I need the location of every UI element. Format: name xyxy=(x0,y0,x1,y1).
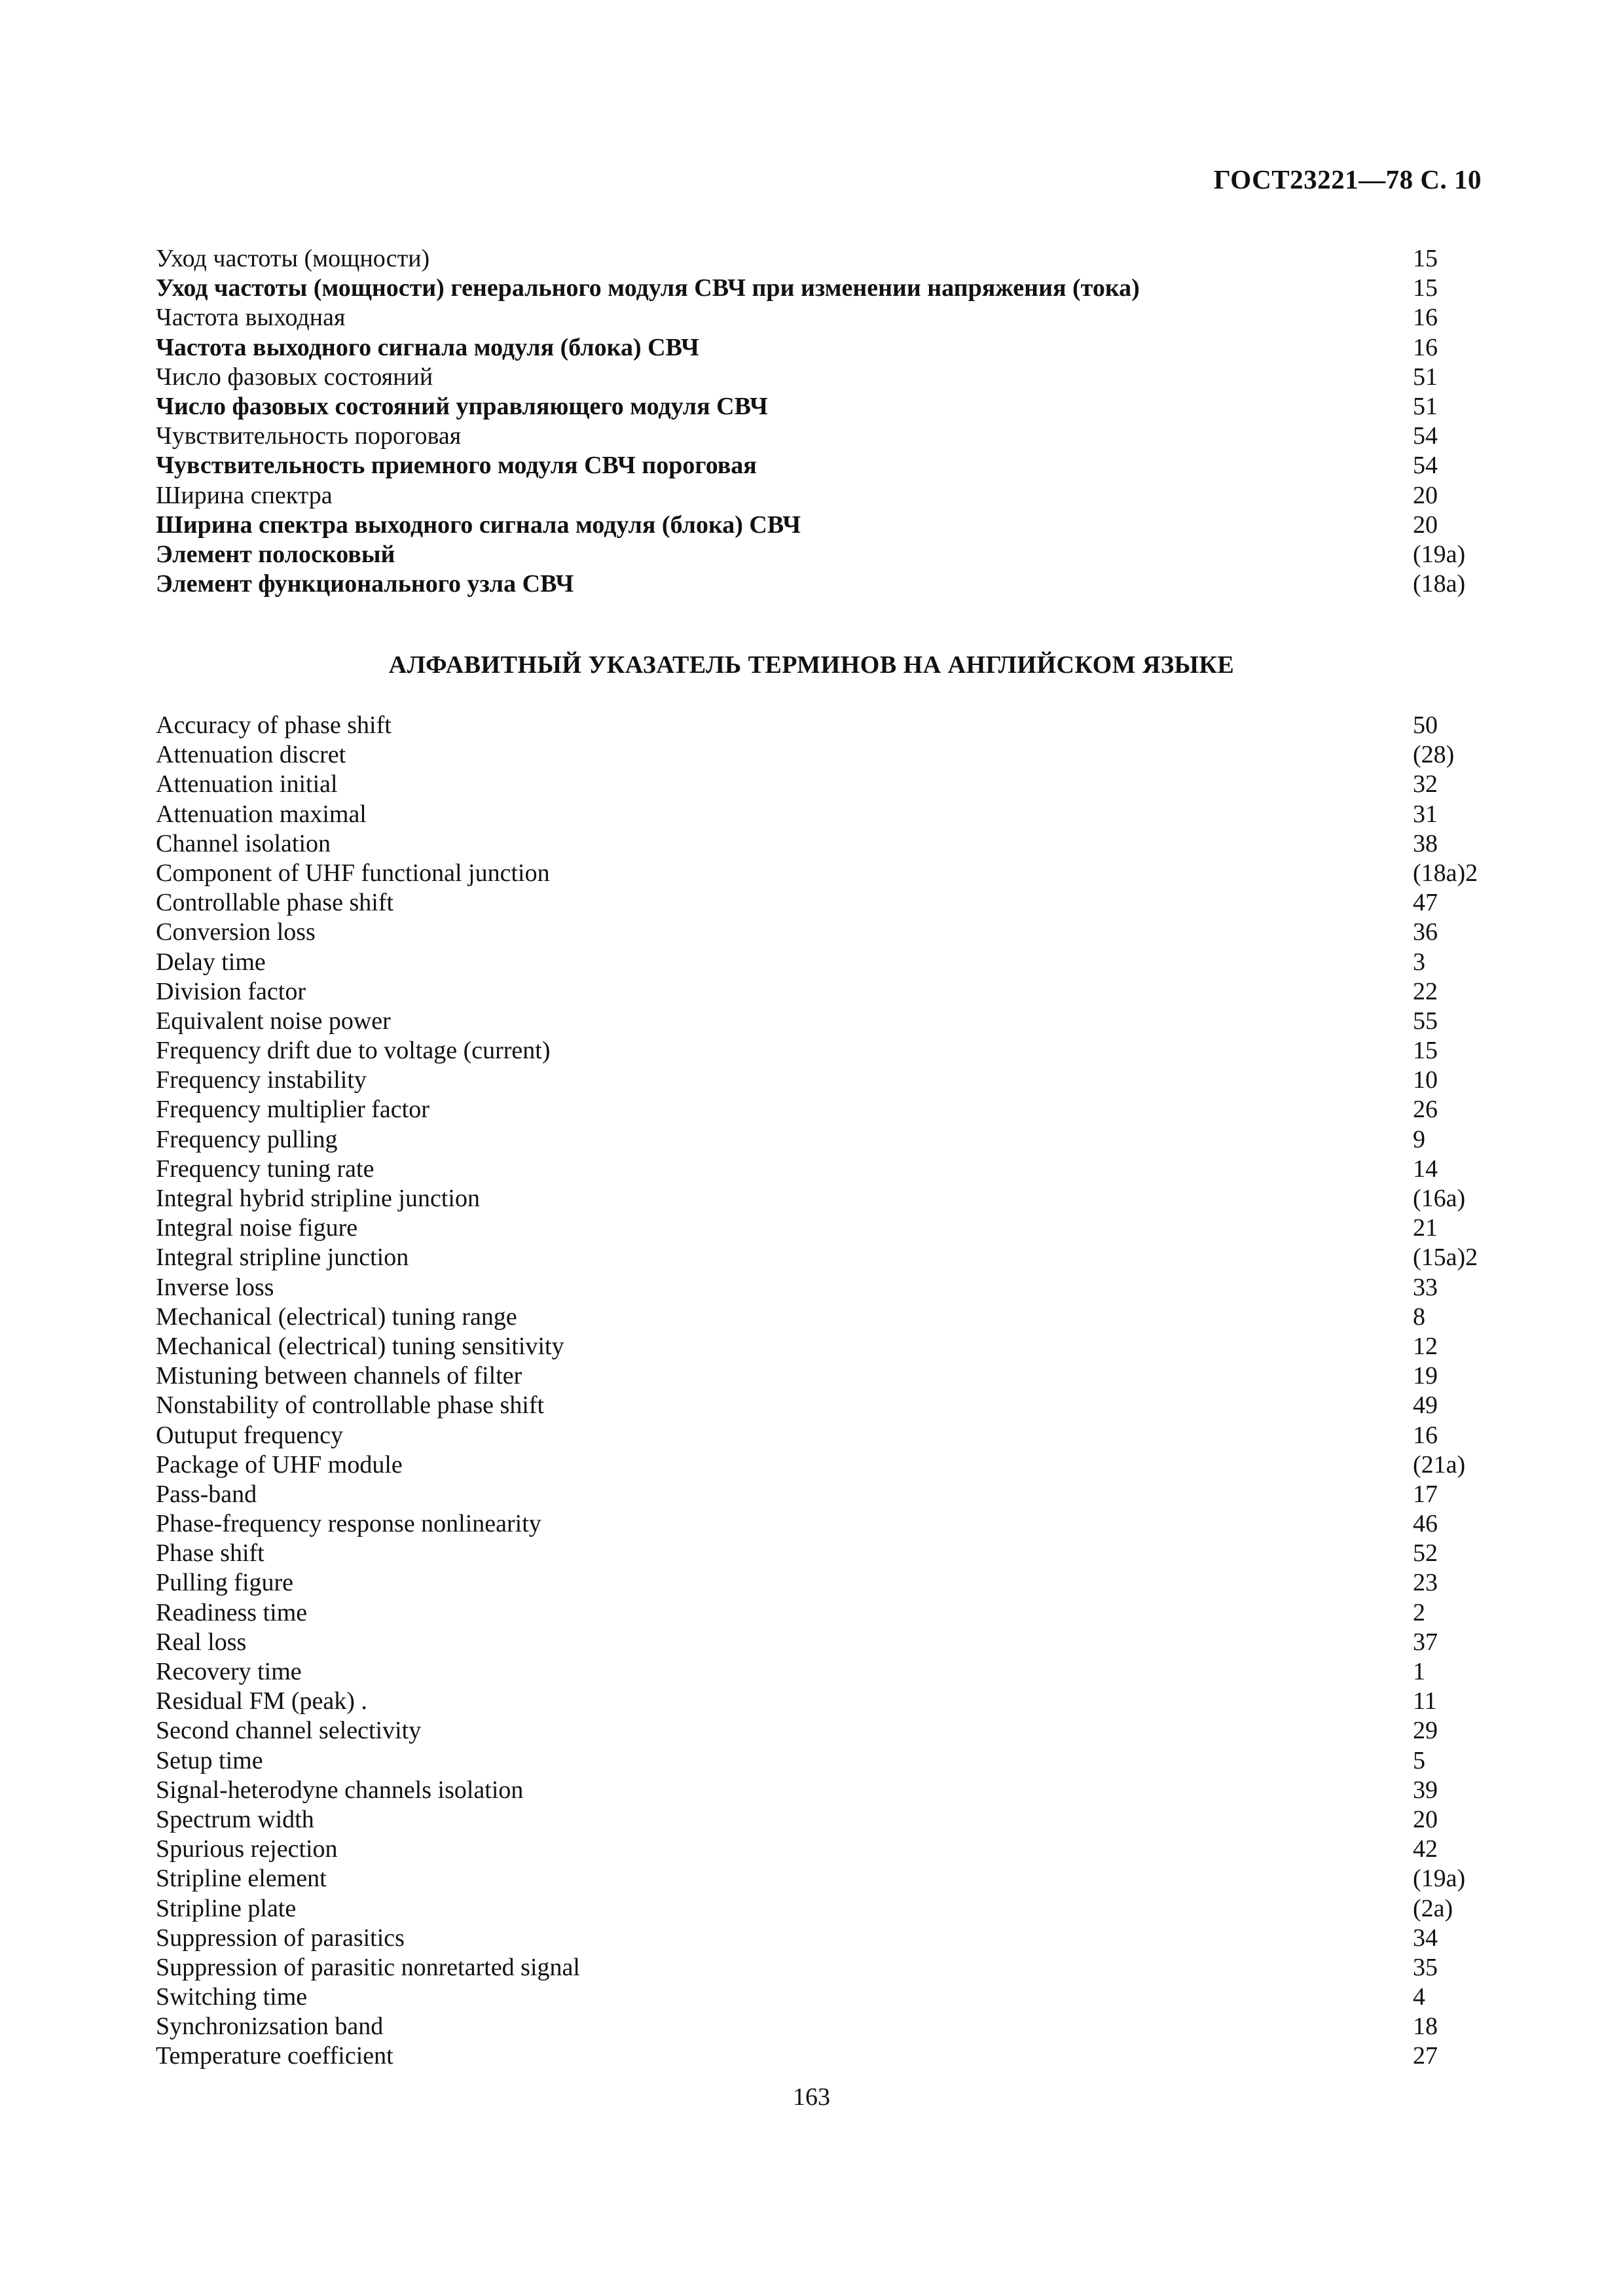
index-reference: 38 xyxy=(1413,829,1438,857)
index-reference: 15 xyxy=(1413,274,1438,302)
index-reference: 15 xyxy=(1413,1037,1438,1065)
index-entry xyxy=(156,363,1485,392)
index-entry xyxy=(156,1657,1485,1687)
index-entry xyxy=(156,1066,1485,1095)
index-reference: 17 xyxy=(1413,1480,1438,1508)
index-entry xyxy=(156,1864,1485,1893)
index-entry xyxy=(156,303,1485,332)
index-reference: (21a) xyxy=(1413,1450,1466,1479)
index-term: Уход частоты (мощности) xyxy=(156,245,430,272)
index-entry xyxy=(156,859,1485,888)
index-entry xyxy=(156,569,1485,599)
page-number: 163 xyxy=(793,2083,830,2111)
index-term: Phase-frequency response nonlinearity xyxy=(156,1510,541,1538)
index-term: Component of UHF functional junction xyxy=(156,859,550,887)
index-reference: 8 xyxy=(1413,1302,1425,1331)
index-term: Число фазовых состояний xyxy=(156,363,433,391)
index-term: Частота выходная xyxy=(156,304,346,332)
index-reference: 23 xyxy=(1413,1569,1438,1597)
index-term: Attenuation initial xyxy=(156,770,338,798)
index-entry xyxy=(156,829,1485,859)
index-reference: 19 xyxy=(1413,1362,1438,1390)
index-reference: 54 xyxy=(1413,452,1438,480)
index-term: Integral noise figure xyxy=(156,1214,358,1242)
index-term: Attenuation maximal xyxy=(156,800,367,828)
index-reference: 22 xyxy=(1413,977,1438,1005)
index-entry xyxy=(156,1361,1485,1391)
index-entry xyxy=(156,977,1485,1007)
index-entry xyxy=(156,1924,1485,1953)
index-term: Уход частоты (мощности) генерального модуля СВЧ при изменении напряжения (тока) xyxy=(156,274,1140,302)
index-reference: 1 xyxy=(1413,1658,1425,1685)
index-term: Phase shift xyxy=(156,1539,264,1568)
index-term: Элемент функционального узла СВЧ xyxy=(156,570,574,598)
index-reference: (15a)2 xyxy=(1413,1244,1478,1272)
index-entry xyxy=(156,1125,1485,1155)
index-term: Temperature coefficient xyxy=(156,2042,393,2070)
index-reference: 26 xyxy=(1413,1096,1438,1124)
index-entry xyxy=(156,1776,1485,1805)
index-term: Readiness time xyxy=(156,1598,308,1626)
index-entry xyxy=(156,1716,1485,1746)
index-reference: 14 xyxy=(1413,1155,1438,1183)
index-term: Stripline element xyxy=(156,1865,327,1893)
index-term: Mechanical (electrical) tuning range xyxy=(156,1302,517,1331)
index-entry xyxy=(156,2012,1485,2041)
index-term: Controllable phase shift xyxy=(156,889,394,917)
index-entry xyxy=(156,333,1485,363)
index-term: Частота выходного сигнала модуля (блока) СВЧ xyxy=(156,333,699,361)
index-term: Frequency tuning rate xyxy=(156,1155,374,1183)
index-term: Switching time xyxy=(156,1983,308,2011)
index-reference: 51 xyxy=(1413,363,1438,391)
index-reference: 2 xyxy=(1413,1598,1425,1626)
index-entry xyxy=(156,1243,1485,1272)
section-title: АЛФАВИТНЫЙ УКАЗАТЕЛЬ ТЕРМИНОВ НА АНГЛИЙСКОМ ЯЗЫКЕ xyxy=(388,651,1235,679)
index-term: Элемент полосковый xyxy=(156,540,395,568)
index-entry xyxy=(156,1332,1485,1361)
index-term: Integral hybrid stripline junction xyxy=(156,1185,480,1212)
index-reference: (28) xyxy=(1413,741,1455,769)
index-reference: (18а) xyxy=(1413,570,1466,598)
index-reference: 27 xyxy=(1413,2042,1438,2070)
index-reference: 15 xyxy=(1413,245,1438,272)
index-entry xyxy=(156,1568,1485,1598)
index-term: Outuput frequency xyxy=(156,1421,343,1449)
index-term: Suppression of parasitic nonretarted signal xyxy=(156,1953,580,1981)
index-term: Ширина спектра выходного сигнала модуля (блока) СВЧ xyxy=(156,511,801,539)
index-term: Число фазовых состояний управляющего модуля СВЧ xyxy=(156,392,768,420)
index-reference: (19a) xyxy=(1413,1865,1466,1893)
index-term: Integral stripline junction xyxy=(156,1244,409,1272)
index-term: Accuracy of phase shift xyxy=(156,711,392,739)
index-reference: 16 xyxy=(1413,333,1438,361)
index-term: Frequency multiplier factor xyxy=(156,1096,429,1124)
index-reference: 20 xyxy=(1413,511,1438,539)
index-reference: 32 xyxy=(1413,770,1438,798)
index-entry xyxy=(156,481,1485,511)
index-term: Frequency pulling xyxy=(156,1125,338,1153)
index-entry xyxy=(156,511,1485,540)
index-entry xyxy=(156,740,1485,770)
index-entry xyxy=(156,1391,1485,1420)
index-reference: (2a) xyxy=(1413,1894,1453,1922)
index-entry xyxy=(156,422,1485,451)
index-term: Spurious rejection xyxy=(156,1835,338,1863)
index-term: Conversion loss xyxy=(156,918,316,946)
index-term: Spectrum width xyxy=(156,1805,314,1833)
index-entry xyxy=(156,711,1485,740)
index-reference: 3 xyxy=(1413,948,1425,976)
index-entry xyxy=(156,1598,1485,1628)
index-term: Mistuning between channels of filter xyxy=(156,1362,522,1390)
index-term: Frequency drift due to voltage (current) xyxy=(156,1037,551,1065)
index-entry xyxy=(156,1539,1485,1568)
index-reference: 16 xyxy=(1413,1421,1438,1449)
index-reference: 29 xyxy=(1413,1717,1438,1745)
index-reference: 50 xyxy=(1413,711,1438,739)
index-entry xyxy=(156,1835,1485,1864)
index-term: Delay time xyxy=(156,948,266,976)
index-entry xyxy=(156,948,1485,977)
index-entry xyxy=(156,2041,1485,2071)
index-term: Frequency instability xyxy=(156,1066,367,1094)
index-entry xyxy=(156,392,1485,422)
index-entry xyxy=(156,1273,1485,1302)
index-reference: 55 xyxy=(1413,1007,1438,1035)
index-term: Equivalent noise power xyxy=(156,1007,391,1035)
index-reference: 36 xyxy=(1413,918,1438,946)
index-reference: 33 xyxy=(1413,1273,1438,1301)
index-entry xyxy=(156,1213,1485,1243)
index-entry xyxy=(156,274,1485,303)
index-reference: 5 xyxy=(1413,1746,1425,1774)
index-term: Ширина спектра xyxy=(156,481,333,509)
index-reference: 31 xyxy=(1413,800,1438,828)
index-entry xyxy=(156,918,1485,947)
index-term: Pass-band xyxy=(156,1480,257,1508)
index-reference: (18a)2 xyxy=(1413,859,1478,887)
index-reference: 34 xyxy=(1413,1924,1438,1952)
index-reference: (19а) xyxy=(1413,540,1466,568)
index-term: Setup time xyxy=(156,1746,263,1774)
index-term: Attenuation discret xyxy=(156,741,346,769)
index-term: Synchronizsation band xyxy=(156,2013,384,2041)
index-reference: 21 xyxy=(1413,1214,1438,1242)
index-term: Signal-heterodyne channels isolation xyxy=(156,1776,524,1804)
index-entry xyxy=(156,451,1485,480)
index-term: Suppression of parasitics xyxy=(156,1924,405,1952)
index-reference: 9 xyxy=(1413,1125,1425,1153)
index-term: Чувствительность пороговая xyxy=(156,422,462,450)
index-reference: 46 xyxy=(1413,1510,1438,1538)
english-term-index xyxy=(156,711,1485,2072)
index-entry xyxy=(156,1982,1485,2012)
index-reference: 42 xyxy=(1413,1835,1438,1863)
index-term: Division factor xyxy=(156,977,306,1005)
index-reference: 10 xyxy=(1413,1066,1438,1094)
index-term: Residual FM (peak) . xyxy=(156,1687,367,1715)
index-entry xyxy=(156,1687,1485,1716)
index-term: Чувствительность приемного модуля СВЧ пороговая xyxy=(156,452,757,480)
index-term: Nonstability of controllable phase shift xyxy=(156,1391,545,1420)
index-term: Recovery time xyxy=(156,1658,302,1685)
index-entry xyxy=(156,770,1485,799)
index-reference: 49 xyxy=(1413,1391,1438,1420)
index-reference: 37 xyxy=(1413,1628,1438,1656)
index-entry xyxy=(156,1746,1485,1776)
index-term: Second channel selectivity xyxy=(156,1717,422,1745)
index-term: Stripline plate xyxy=(156,1894,297,1922)
index-reference: 52 xyxy=(1413,1539,1438,1568)
index-entry xyxy=(156,1421,1485,1450)
index-entry xyxy=(156,540,1485,569)
index-entry xyxy=(156,1509,1485,1539)
index-reference: 39 xyxy=(1413,1776,1438,1804)
index-reference: 47 xyxy=(1413,889,1438,917)
index-reference: 4 xyxy=(1413,1983,1425,2011)
index-reference: 51 xyxy=(1413,392,1438,420)
index-entry xyxy=(156,1155,1485,1184)
index-reference: 16 xyxy=(1413,304,1438,332)
index-entry xyxy=(156,1628,1485,1657)
index-entry xyxy=(156,1184,1485,1213)
index-entry xyxy=(156,1036,1485,1066)
index-entry xyxy=(156,1480,1485,1509)
index-reference: 35 xyxy=(1413,1953,1438,1981)
index-entry xyxy=(156,1450,1485,1480)
index-term: Channel isolation xyxy=(156,829,331,857)
index-term: Pulling figure xyxy=(156,1569,294,1597)
index-entry xyxy=(156,1805,1485,1835)
index-entry xyxy=(156,1095,1485,1124)
index-reference: (16a) xyxy=(1413,1185,1466,1212)
index-reference: 11 xyxy=(1413,1687,1437,1715)
russian-term-index xyxy=(156,244,1485,599)
index-entry xyxy=(156,1302,1485,1332)
index-entry xyxy=(156,244,1485,274)
index-entry xyxy=(156,888,1485,918)
index-term: Mechanical (electrical) tuning sensitivity xyxy=(156,1332,564,1360)
index-term: Inverse loss xyxy=(156,1273,274,1301)
index-term: Real loss xyxy=(156,1628,247,1656)
index-reference: 20 xyxy=(1413,1805,1438,1833)
index-entry xyxy=(156,1007,1485,1036)
index-entry xyxy=(156,1953,1485,1982)
index-reference: 12 xyxy=(1413,1332,1438,1360)
index-reference: 18 xyxy=(1413,2013,1438,2041)
index-reference: 20 xyxy=(1413,481,1438,509)
index-entry xyxy=(156,800,1485,829)
index-entry xyxy=(156,1894,1485,1924)
page-header: ГОСТ23221—78 С. 10 xyxy=(1213,164,1482,194)
index-reference: 54 xyxy=(1413,422,1438,450)
index-term: Package of UHF module xyxy=(156,1450,403,1479)
